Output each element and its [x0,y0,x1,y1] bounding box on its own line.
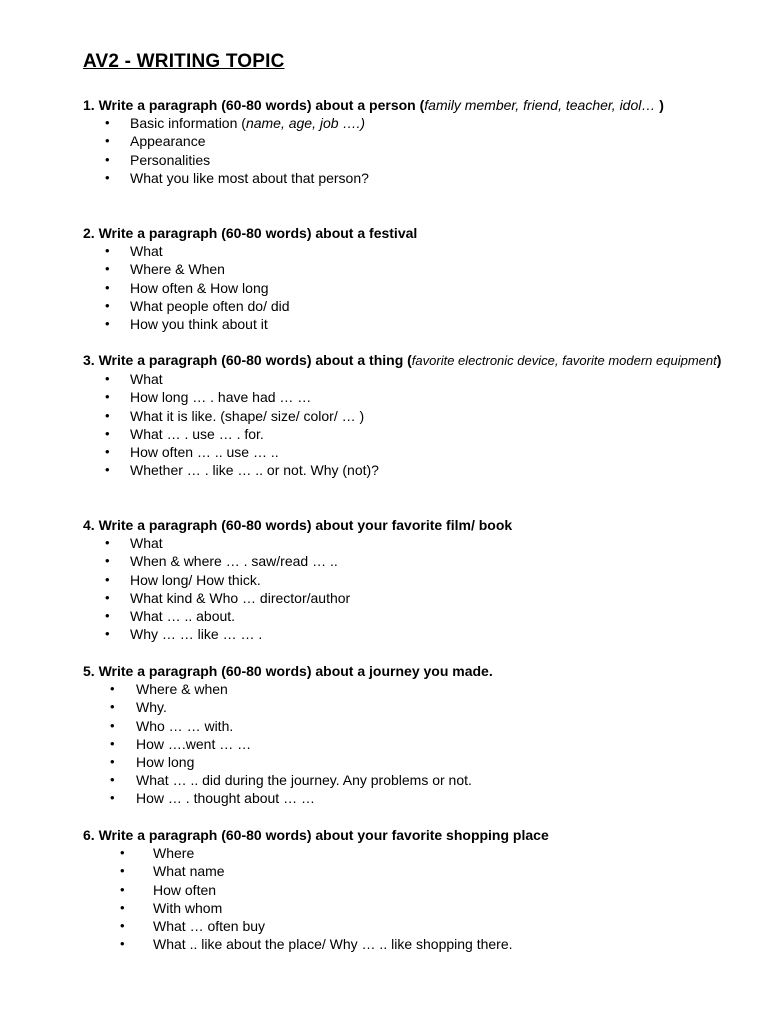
section-heading: 6. Write a paragraph (60-80 words) about your favorite shopping place [83,827,549,843]
list-item [83,370,723,388]
bullet-list [83,242,723,333]
list-item-text: Personalities [130,151,211,168]
bullet-icon: • [110,681,115,697]
list-item-text: Where & When [130,261,225,278]
list-item-text: Why. [136,699,167,716]
bullet-icon: • [120,936,125,952]
bullet-list [83,114,723,187]
bullet-icon: • [105,151,110,167]
bullet-icon: • [105,115,110,131]
bullet-icon: • [105,626,110,642]
list-item [83,132,723,150]
list-item-text: How long … . have had … … [130,389,312,406]
section-heading: 5. Write a paragraph (60-80 words) about a journey you made. [83,663,493,679]
list-item-text: How often [153,881,217,898]
list-item [83,935,723,953]
list-item [83,242,723,260]
heading-text: 1. Write a paragraph (60-80 words) about a person ( [83,97,425,113]
list-item [83,680,723,698]
list-item [83,862,723,880]
list-item-text: What [130,371,163,388]
list-item [83,260,723,278]
bullet-icon: • [110,754,115,770]
list-item [83,717,723,735]
bullet-icon: • [105,444,110,460]
bullet-icon: • [105,261,110,277]
bullet-icon: • [105,169,110,185]
bullet-list [83,680,723,807]
list-item-text: How you think about it [130,316,268,333]
bullet-icon: • [110,699,115,715]
heading-text: 3. Write a paragraph (60-80 words) about a thing ( [83,352,412,368]
list-item-text: Why … … like … … . [130,626,263,643]
bullet-icon: • [105,407,110,423]
list-item-text: Whether … . like … .. or not. Why (not)? [130,462,379,479]
list-item [83,881,723,899]
bullet-icon: • [120,881,125,897]
heading-close: ) [659,97,664,113]
heading-close: ) [716,352,722,368]
list-item-text: What … . use … . for. [130,425,264,442]
bullet-icon: • [105,608,110,624]
bullet-icon: • [105,371,110,387]
section-heading [83,96,723,114]
list-item [83,789,723,807]
list-item-text: What .. like about the place/ Why … .. like shopping there. [153,936,513,953]
section-thing [83,351,723,479]
bullet-icon: • [105,571,110,587]
list-item [83,753,723,771]
list-item [83,279,723,297]
bullet-list [83,370,723,479]
bullet-icon: • [105,553,110,569]
list-item [83,151,723,169]
list-item-text: What you like most about that person? [130,169,369,186]
list-item-text: How long/ How thick. [130,571,261,588]
list-item [83,571,723,589]
list-item-text: When & where … . saw/read … .. [130,553,338,570]
list-item [83,698,723,716]
bullet-icon: • [105,535,110,551]
bullet-icon: • [120,845,125,861]
list-item [83,607,723,625]
list-item-text: What name [153,863,225,880]
bullet-icon: • [110,790,115,806]
list-item [83,169,723,187]
list-item [83,315,723,333]
section-festival [83,224,723,333]
list-item-text: What … .. about. [130,608,236,625]
list-item-text: How often … .. use … .. [130,444,279,461]
section-heading: 4. Write a paragraph (60-80 words) about your favorite film/ book [83,517,513,533]
list-item [83,625,723,643]
bullet-icon: • [120,863,125,879]
bullet-icon: • [105,279,110,295]
list-item [83,844,723,862]
list-item [83,425,723,443]
list-item [83,899,723,917]
bullet-icon: • [110,717,115,733]
bullet-icon: • [105,389,110,405]
list-item-text: How ….went … … [136,735,252,752]
bullet-icon: • [105,133,110,149]
bullet-list [83,534,723,643]
bullet-icon: • [110,772,115,788]
bullet-icon: • [105,316,110,332]
list-item [83,461,723,479]
list-item-text: What … often buy [153,918,266,935]
bullet-icon: • [105,589,110,605]
list-item-text: With whom [153,899,223,916]
list-item-text: What it is like. (shape/ size/ color/ … ) [130,407,365,424]
bullet-icon: • [105,462,110,478]
list-item-text: What [130,243,163,260]
bullet-icon: • [105,243,110,259]
list-item-text: What people often do/ did [130,297,290,314]
section-person [83,96,723,187]
section-heading: 2. Write a paragraph (60-80 words) about a festival [83,225,418,241]
document-title: AV2 - WRITING TOPIC [83,51,285,72]
bullet-icon: • [120,899,125,915]
list-item-text: What … .. did during the journey. Any problems or not. [136,772,472,789]
bullet-icon: • [120,918,125,934]
list-item [83,114,723,132]
list-item-text: Who … … with. [136,717,234,734]
list-item-close: ) [360,115,366,132]
list-item [83,735,723,753]
list-item-text: Where & when [136,681,228,698]
bullet-icon: • [105,425,110,441]
list-item-note: name, age, job …. [245,115,361,132]
section-journey [83,662,723,808]
heading-note: favorite electronic device, favorite modern equipment [411,353,717,368]
list-item-text: How long [136,754,195,771]
bullet-icon: • [110,735,115,751]
list-item-text: Appearance [130,133,206,150]
list-item [83,771,723,789]
bullet-list [83,844,723,953]
list-item [83,407,723,425]
list-item [83,534,723,552]
list-item [83,589,723,607]
list-item [83,443,723,461]
list-item [83,917,723,935]
list-item [83,297,723,315]
list-item [83,552,723,570]
list-item-text: How often & How long [130,279,269,296]
heading-note: family member, friend, teacher, idol… [424,97,660,113]
section-film-book [83,516,723,643]
list-item [83,388,723,406]
list-item-text: What [130,535,163,552]
list-item-text: What kind & Who … director/author [130,589,351,606]
section-heading [83,351,723,370]
bullet-icon: • [105,297,110,313]
list-item-text: Basic information ( [130,115,246,132]
list-item-text: How … . thought about … … [136,790,315,807]
section-shopping-place [83,826,723,953]
list-item-text: Where [153,845,195,862]
